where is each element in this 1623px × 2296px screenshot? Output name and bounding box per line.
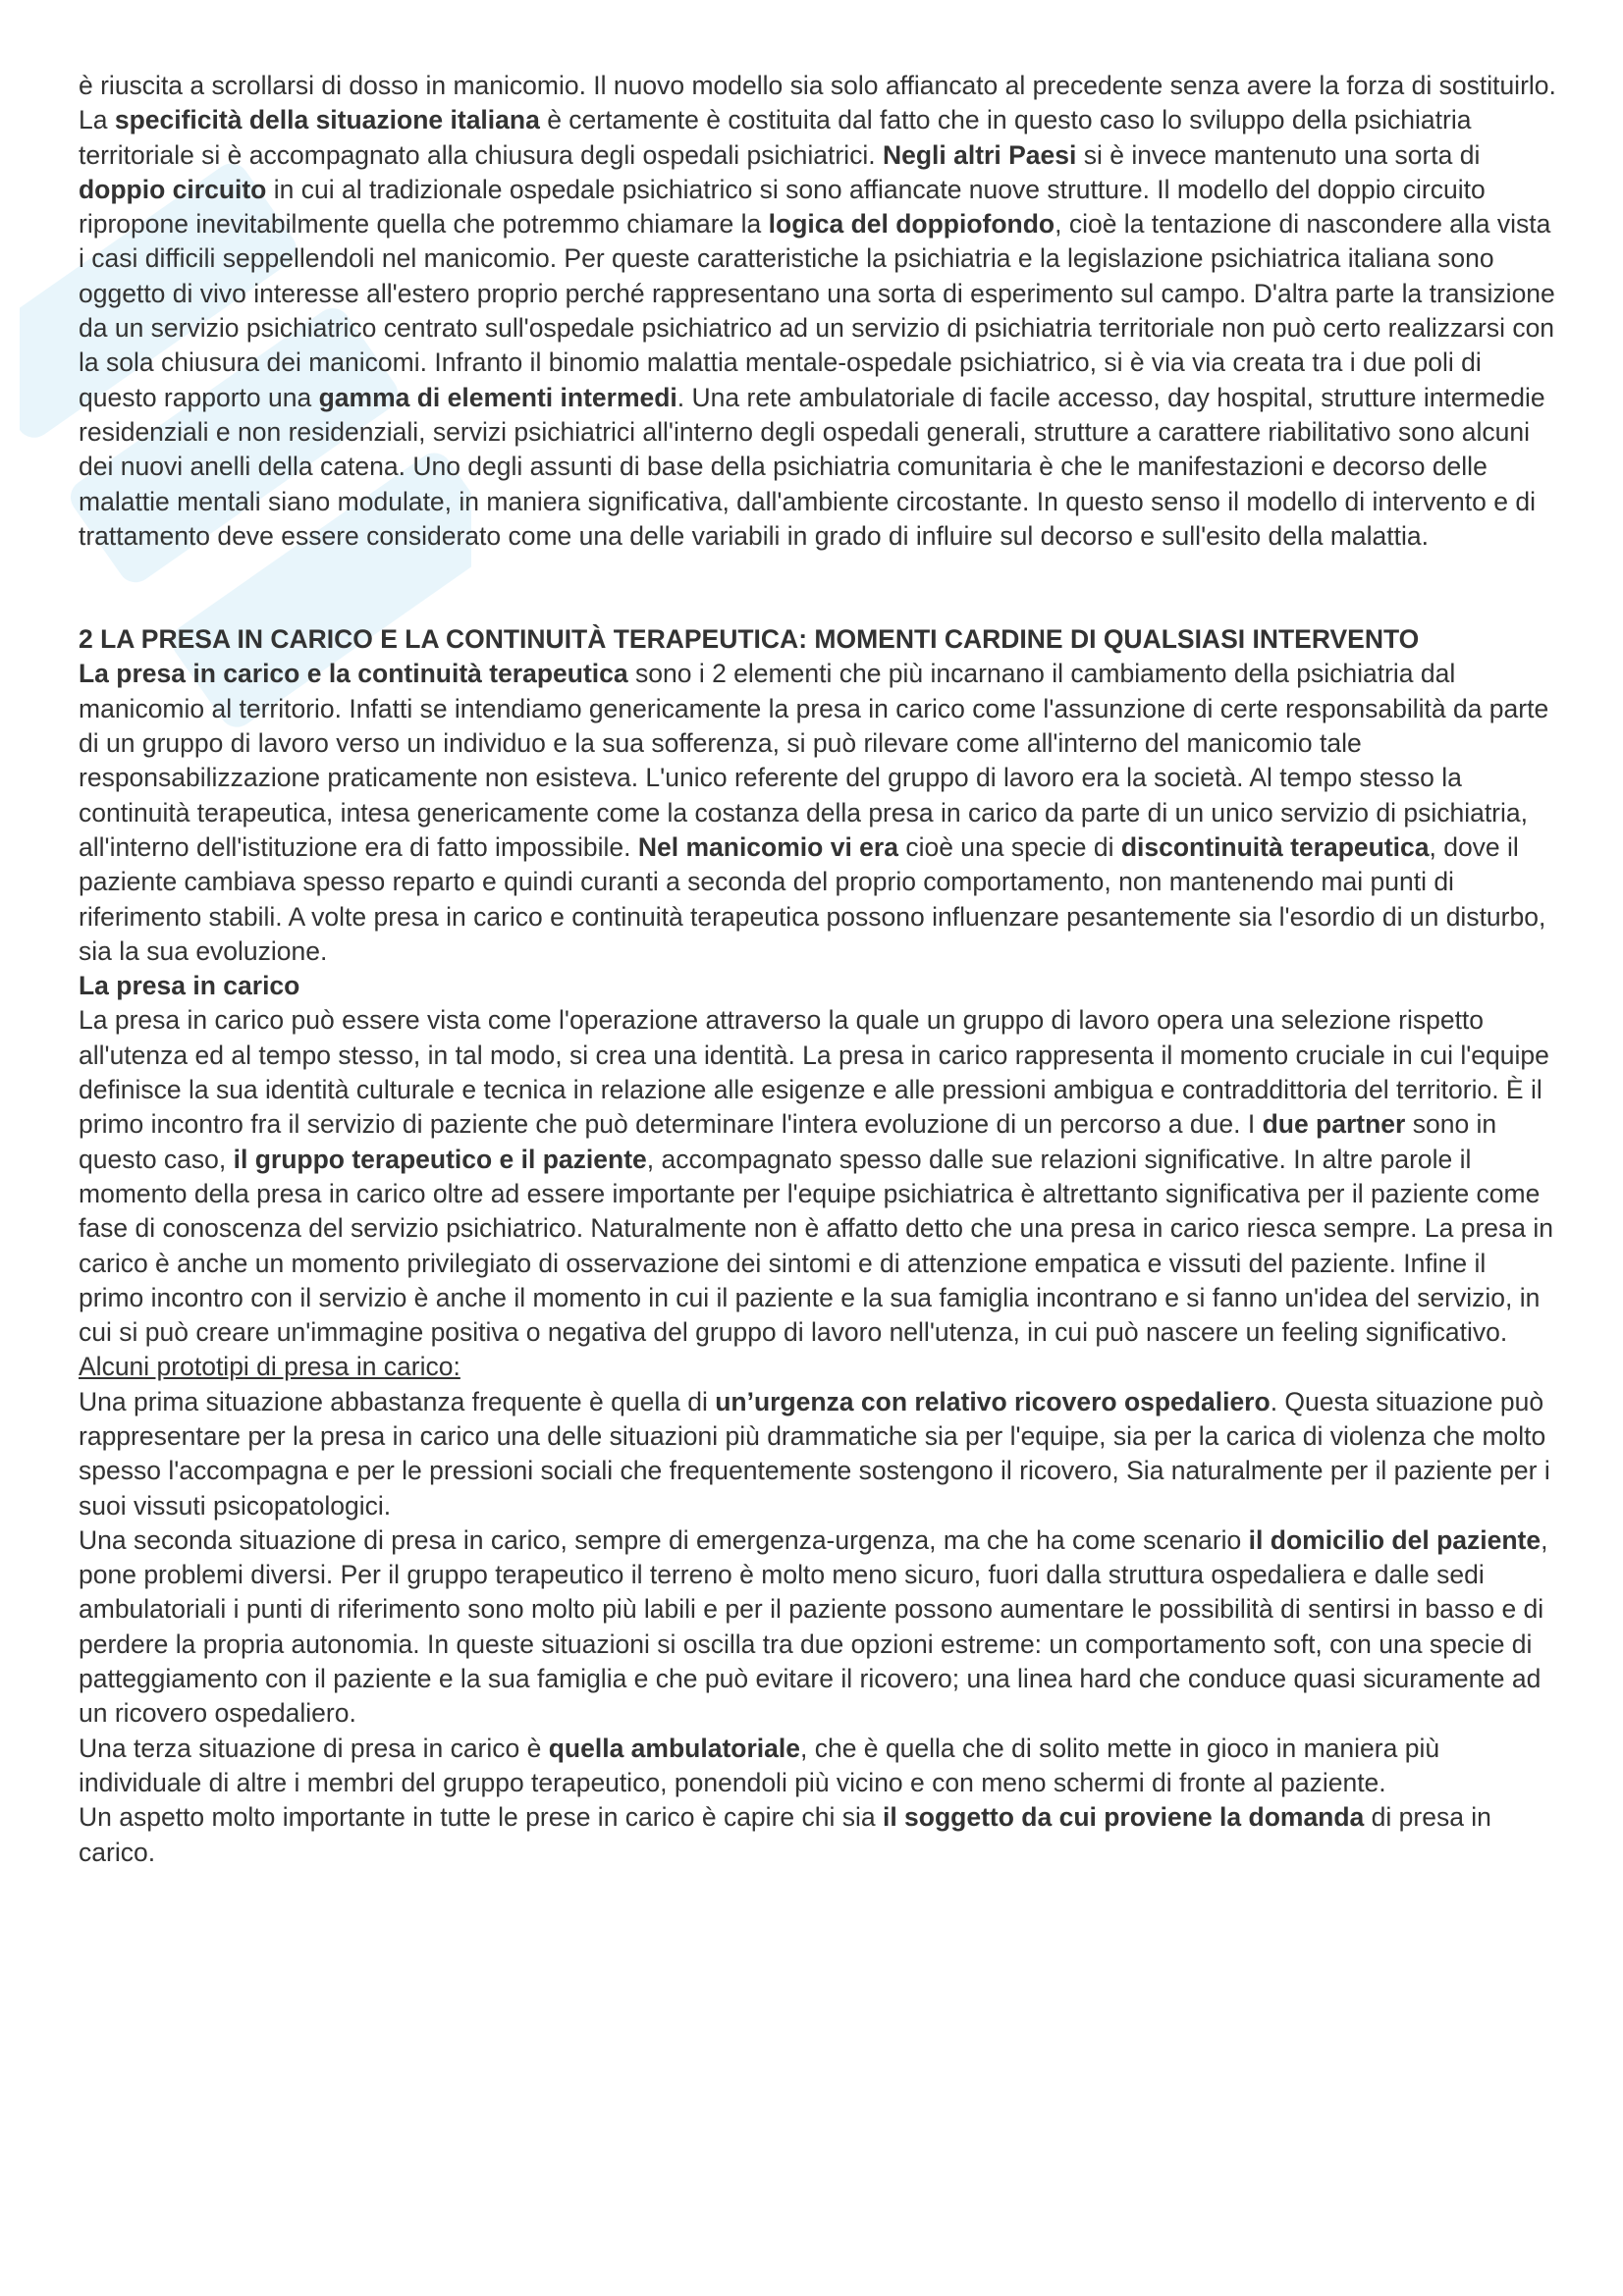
paragraph-psichiatria-italiana: è riuscita a scrollarsi di dosso in manicomio. Il nuovo modello sia solo affiancato al precedente senza avere la forza di sostituirlo. La specificità della situazione italiana è certamente è costituita dal fatto che in questo caso lo sviluppo della psichiatria territoriale si è accompagnato alla chiusura degli ospedali psichiatrici. Negli altri Paesi si è invece mantenuto una sorta di doppio circuito in cui al tradizionale ospedale psichiatrico si sono affiancate nuove strutture. Il modello del doppio circuito ripropone inevitabilmente quella che potremmo chiamare la logica del doppiofondo, cioè la tentazione di nascondere alla vista i casi difficili seppellendoli nel manicomio. Per queste caratteristiche la psichiatria e la legislazione psichiatrica italiana sono oggetto di vivo interesse all'estero proprio perché rappresentano una sorta di esperimento sul campo. D'altra parte la transizione da un servizio psichiatrico centrato sull'ospedale psichiatrico ad un servizio di psichiatria territoriale non può certo realizzarsi con la sola chiusura dei manicomi. Infranto il binomio malattia mentale-ospedale psichiatrico, si è via via creata tra i due poli di questo rapporto una gamma di elementi intermedi. Una rete ambulatoriale di facile accesso, day hospital, strutture intermedie residenziali e non residenziali, servizi psichiatrici all'interno degli ospedali generali, strutture a carattere riabilitativo sono alcuni dei nuovi anelli della catena. Uno degli assunti di base della psichiatria comunitaria è che le manifestazioni e decorso delle malattie mentali siano modulate, in maniera significativa, dall'ambiente circostante. In questo senso il modello di intervento e di trattamento deve essere considerato come una delle variabili in grado di influire sul decorso e sull'esito della malattia. bbox=[79, 71, 1556, 551]
document-page bbox=[79, 69, 1556, 1870]
paragraph-soggetto-domanda: Un aspetto molto importante in tutte le prese in carico è capire chi sia il soggetto da cui proviene la domanda di presa in carico. bbox=[79, 1802, 1491, 1867]
section-spacer bbox=[79, 554, 1556, 622]
paragraph-prima-situazione: Una prima situazione abbastanza frequente è quella di un’urgenza con relativo ricovero ospedaliero. Questa situazione può rappresentare per la presa in carico una delle situazioni più drammatiche sia per l'equipe, sia per la carica di violenza che molto spesso l'accompagna e per le pressioni sociali che frequentemente sostengono il ricovero, Sia naturalmente per il paziente per i suoi vissuti psicopatologici. bbox=[79, 1386, 1550, 1521]
paragraph-terza-situazione: Una terza situazione di presa in carico è quella ambulatoriale, che è quella che di solito mette in gioco in maniera più individuale di altre i membri del gruppo terapeutico, ponendoli più vicino e con meno schermi di fronte al paziente. bbox=[79, 1733, 1440, 1797]
subheading-presa-in-carico: La presa in carico bbox=[79, 971, 300, 1001]
section-heading: 2 LA PRESA IN CARICO E LA CONTINUITÀ TERAPEUTICA: MOMENTI CARDINE DI QUALSIASI INTERVENTO bbox=[79, 624, 1420, 655]
paragraph-presa-in-carico: La presa in carico può essere vista come l'operazione attraverso la quale un gruppo di lavoro opera una selezione rispetto all'utenza ed al tempo stesso, in tal modo, si crea una identità. La presa in carico rappresenta il momento cruciale in cui l'equipe definisce la sua identità culturale e tecnica in relazione alle esigenze e alle pressioni ambigua e contraddittoria del territorio. È il primo incontro fra il servizio di paziente che può determinare l'intera evoluzione di un percorso a due. I due partner sono in questo caso, il gruppo terapeutico e il paziente, accompagnato spesso dalle sue relazioni significative. In altre parole il momento della presa in carico oltre ad essere importante per l'equipe psichiatrica è altrettanto significativa per il paziente come fase di conoscenza del servizio psichiatrico. Naturalmente non è affatto detto che una presa in carico riesca sempre. La presa in carico è anche un momento privilegiato di osservazione dei sintomi e di attenzione empatica e vissuti del paziente. Infine il primo incontro con il servizio è anche il momento in cui il paziente e la sua famiglia incontrano e si fanno un'idea del servizio, in cui si può creare un'immagine positiva o negativa del gruppo di lavoro nell'utenza, in cui può nascere un feeling significativo. bbox=[79, 1005, 1553, 1348]
underlined-heading-prototipi: Alcuni prototipi di presa in carico: bbox=[79, 1352, 460, 1382]
paragraph-seconda-situazione: Una seconda situazione di presa in carico, sempre di emergenza-urgenza, ma che ha come scenario il domicilio del paziente, pone problemi diversi. Per il gruppo terapeutico il terreno è molto meno sicuro, fuori dalla struttura ospedaliera e dalle sedi ambulatoriali i punti di riferimento sono molto più labili e per il paziente possono aumentare le possibilità di sentirsi in basso e di perdere la propria autonomia. In queste situazioni si oscilla tra due opzioni estreme: un comportamento soft, con una specie di patteggiamento con il paziente e la sua famiglia e che può evitare il ricovero; una linea hard che conduce quasi sicuramente ad un ricovero ospedaliero. bbox=[79, 1524, 1548, 1729]
paragraph-continuita-terapeutica: La presa in carico e la continuità terapeutica sono i 2 elementi che più incarnano il cambiamento della psichiatria dal manicomio al territorio. Infatti se intendiamo genericamente la presa in carico come l'assunzione di certe responsabilità da parte di un gruppo di lavoro verso un individuo e la sua sofferenza, si può rilevare come all'interno del manicomio tale responsabilizzazione praticamente non esisteva. L'unico referente del gruppo di lavoro era la società. Al tempo stesso la continuità terapeutica, intesa genericamente come la costanza della presa in carico da parte di un unico servizio di psichiatria, all'interno dell'istituzione era di fatto impossibile. Nel manicomio vi era cioè una specie di discontinuità terapeutica, dove il paziente cambiava spesso reparto e quindi curanti a seconda del proprio comportamento, non mantenendo mai punti di riferimento stabili. A volte presa in carico e continuità terapeutica possono influenzare pesantemente sia l'esordio di un disturbo, sia la sua evoluzione. bbox=[79, 659, 1549, 966]
